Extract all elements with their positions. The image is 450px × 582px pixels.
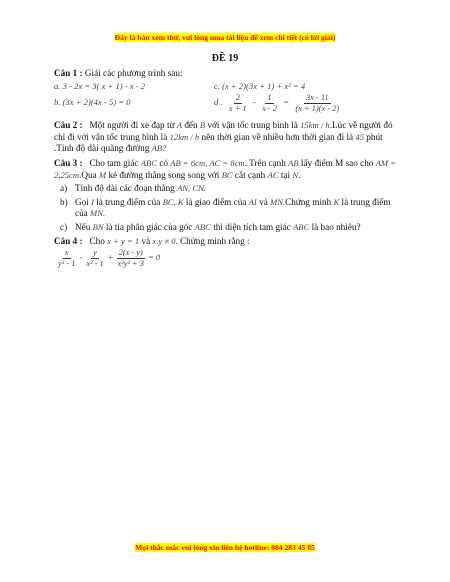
question-1	[54, 68, 400, 113]
exam-content	[54, 68, 400, 269]
q3-triangle: ABC	[140, 157, 158, 168]
q3-side-ab: AB	[288, 157, 299, 168]
q3-b-math: K	[333, 196, 340, 207]
q3-c-label: c)	[60, 221, 68, 232]
q4-label: Câu 4 :	[54, 235, 83, 246]
q3-label: Câu 3 :	[54, 157, 83, 168]
q4-condition-1: x + y = 1	[107, 235, 140, 246]
q3-c-text: Nếu	[75, 221, 91, 232]
q1-c: c. (x + 2)(3x + 1) + x² = 4	[214, 80, 306, 91]
q3-part-c	[54, 222, 400, 234]
q3-c-text: là bao nhiêu?	[311, 221, 361, 232]
q3-b-math: MN.	[90, 208, 106, 219]
q3-a-text: Tính độ dài các đoạn thẳng	[75, 183, 175, 194]
question-3	[54, 158, 400, 234]
q1-d-equals: =	[283, 97, 290, 108]
q3-part-a	[54, 183, 400, 195]
q3-b-math: BC, K	[162, 196, 184, 207]
q1-d-fraction-2	[260, 93, 279, 113]
q1-b: b. (3x + 2)(4x - 5) = 0	[54, 97, 131, 108]
q2-speed-1: 15km / h	[300, 120, 330, 131]
q2-text: phút .Tính độ dài quãng đường	[54, 131, 383, 154]
q3-text: lấy điểm M sao cho	[300, 157, 374, 168]
exam-title: ĐỀ 19	[211, 53, 239, 64]
q3-side-bc: BC	[221, 169, 233, 180]
q2-minutes: 45	[355, 131, 364, 142]
q3-c-text: thì diện tích tam giác	[213, 221, 291, 232]
q1-row-ab	[54, 81, 400, 93]
q4-condition-2: x.y ≠ 0.	[152, 235, 178, 246]
q3-c-text: là tia phân giác của góc	[105, 221, 193, 232]
hotline-footer	[0, 537, 450, 555]
q2-speed-2: 12km / h	[169, 131, 200, 142]
q3-side-ac: AC	[267, 169, 279, 180]
q3-b-text: là trung điểm của	[96, 196, 161, 207]
q2-label: Câu 2 :	[54, 120, 83, 131]
q3-part-b	[54, 197, 400, 220]
q2-segment-ab: AB?	[151, 143, 167, 154]
frac-num: 3x - 11	[305, 93, 329, 103]
frac-num: y	[93, 248, 97, 258]
q2-text: nên thời gian về nhiều hơn thời gian đi là	[201, 131, 354, 142]
q3-text: Cho tam giác	[89, 157, 139, 168]
frac-num: 2(x - y)	[118, 248, 143, 258]
q3-text: kẻ đường thẳng song song với	[108, 169, 220, 180]
q3-am: AM = 2,25cm	[54, 157, 397, 180]
q3-b-text: Gọi	[75, 196, 89, 207]
q4-fraction-2	[84, 248, 105, 268]
q2-text: với vận tốc trung bình là	[207, 120, 298, 131]
q1-d-fraction-1	[227, 93, 249, 113]
q3-a-math: AN, CN.	[177, 183, 206, 194]
q1-row-cd	[54, 93, 400, 113]
q3-c-math: ABC	[194, 221, 211, 232]
q4-text: Cho	[89, 235, 105, 246]
q4-text: Chứng minh rằng :	[180, 235, 250, 246]
q2-point-a: A	[176, 120, 183, 131]
q4-fraction-3	[116, 248, 146, 268]
q1-text: Giải các phương trình sau:	[84, 68, 183, 78]
q3-text: cắt cạnh	[234, 169, 266, 180]
frac-den: y³ - 1	[58, 258, 76, 268]
q3-b-text: là trung điểm của	[75, 196, 391, 219]
q3-text: có	[159, 157, 168, 168]
preview-banner	[0, 27, 450, 45]
q3-given: AB = 6cm, AC = 8cm	[170, 157, 245, 168]
q3-a-label: a)	[60, 183, 68, 194]
q3-b-math: I	[91, 196, 94, 207]
q4-minus: -	[79, 252, 83, 263]
q3-text: .Qua	[79, 169, 97, 180]
frac-den: x³ - 1	[86, 258, 104, 268]
q3-point-n: N	[292, 169, 299, 180]
q2-text: .Lúc về người đó chỉ đi với vận tốc trung bình là	[54, 120, 393, 142]
q4-identity	[54, 248, 400, 268]
q4-equals: = 0	[147, 252, 161, 263]
q1-d-minus: -	[252, 97, 256, 108]
q3-text: tại	[280, 169, 291, 180]
q3-b-label: b)	[60, 196, 68, 207]
q1-label: Câu 1 :	[54, 68, 83, 78]
q2-text: Một người đi xe đạp từ	[89, 120, 175, 131]
q3-b-text: là giao điểm của	[185, 196, 247, 207]
hotline-footer-text: Mọi thắc mắc vui lòng xin liên hệ hotline: 084 283 45 85	[135, 543, 315, 552]
frac-den: (x + 1)(x - 2)	[295, 103, 340, 113]
frac-den: x²y² + 3	[117, 258, 144, 268]
q3-c-math: BN	[92, 221, 104, 232]
q3-text: . Trên cạnh	[244, 157, 286, 168]
question-4	[54, 236, 400, 269]
q4-text: và	[141, 235, 151, 246]
q3-b-math: AI	[248, 196, 257, 207]
q1-a: a. 3 - 2x = 3( x + 1) - x - 2	[54, 80, 146, 91]
q3-b-text: và	[259, 196, 268, 207]
q3-b-text: Chứng minh	[285, 196, 332, 207]
preview-banner-text: Đây là bản xem thử, vui lòng mua tài liệu để xem chi tiết (có lời giải)	[114, 33, 336, 42]
frac-den: x + 1	[228, 103, 247, 113]
q1-d	[214, 93, 343, 113]
frac-den: x - 2	[262, 103, 277, 113]
q3-c-math: ABC	[293, 221, 310, 232]
q1-d-prefix: d .	[214, 97, 223, 108]
q3-b-math: MN.	[270, 196, 286, 207]
frac-num: x	[64, 248, 69, 258]
q2-text: đến	[184, 120, 198, 131]
q3-text: .	[298, 169, 301, 180]
frac-num: 2	[235, 93, 240, 103]
q3-point-m: M	[98, 169, 107, 180]
question-2	[54, 120, 400, 155]
q1-d-fraction-3	[293, 93, 341, 113]
frac-num: 1	[267, 93, 272, 103]
q4-plus: +	[107, 252, 114, 263]
q4-fraction-1	[56, 248, 77, 268]
q2-point-b: B	[199, 120, 206, 131]
